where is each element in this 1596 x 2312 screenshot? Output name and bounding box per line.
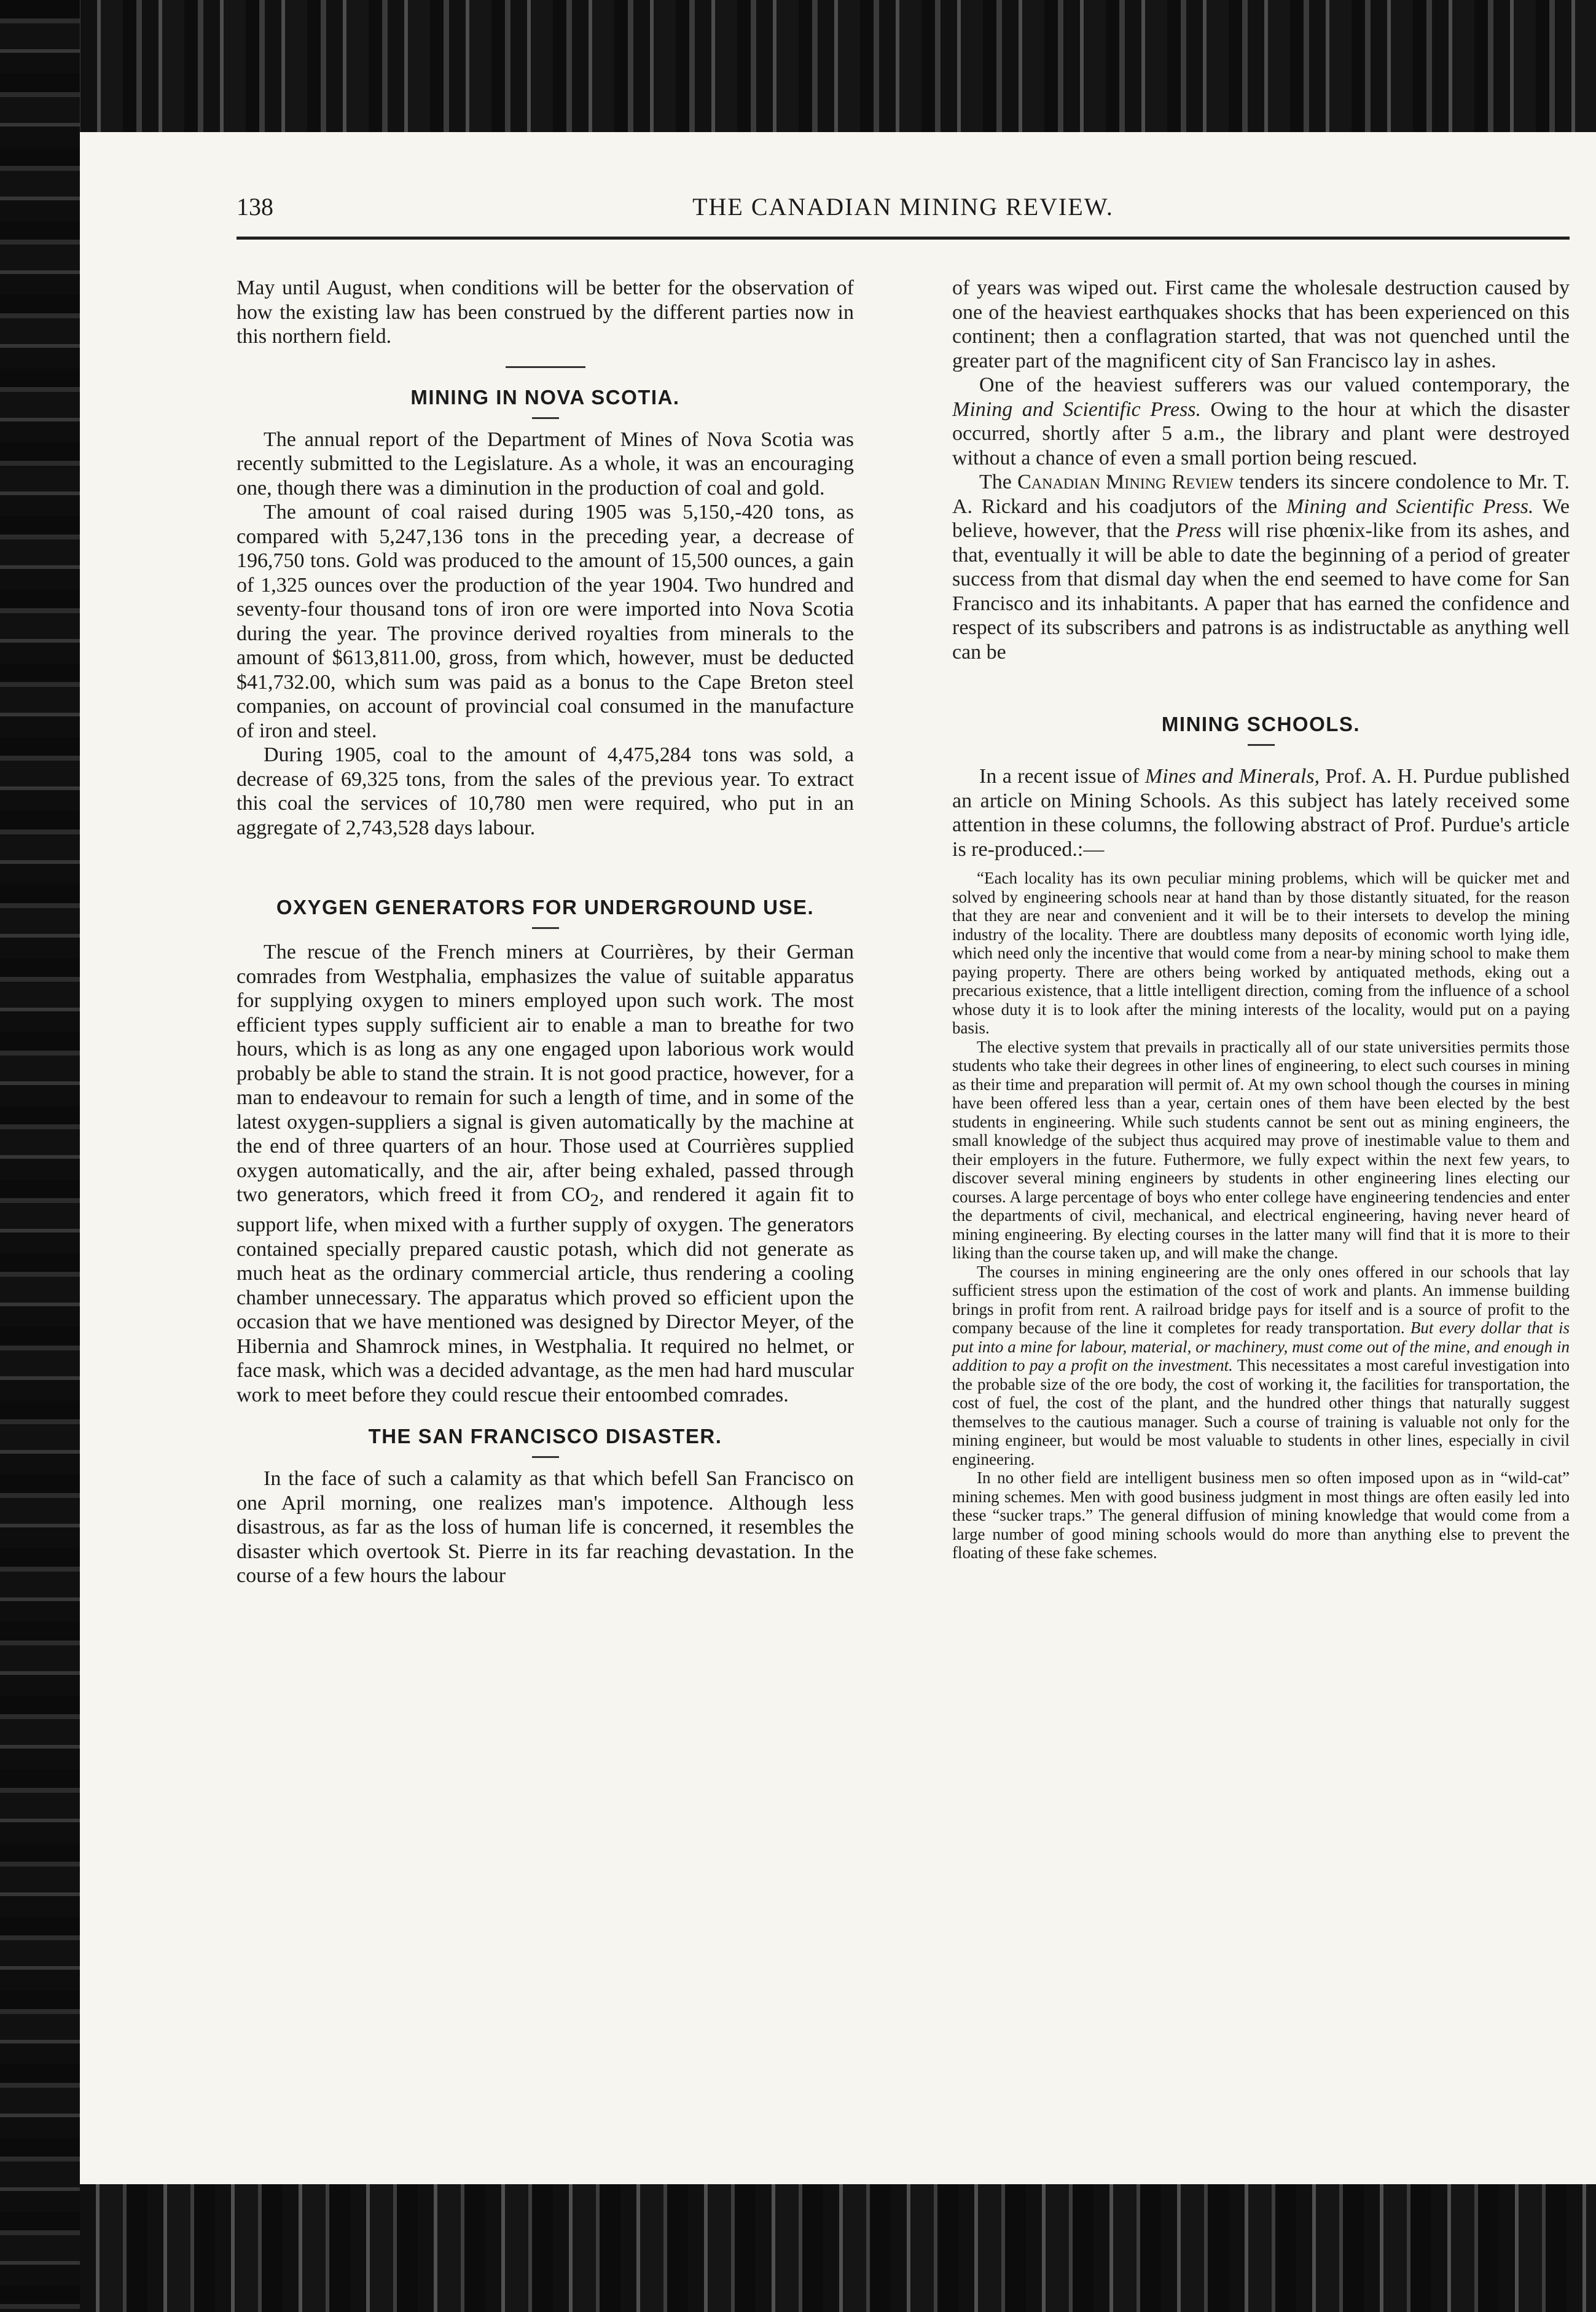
- heading-nova-scotia: MINING IN NOVA SCOTIA.: [410, 385, 680, 409]
- quote-paragraph-3: [952, 1263, 1570, 1469]
- header-rule: [237, 237, 1570, 240]
- text-run: The courses in mining engineering are the only ones offered in our schools that lay sufficient stress upon the estimation of the cost of work and plants. An immense building brings in profit from rent. A railroad bridge pays for itself and is a source of profit to the company because of the line it completes for ready transportation.: [952, 1262, 1570, 1337]
- page-number: 138: [237, 193, 273, 221]
- oxygen-text-part-2: , and rendered it again fit to support life, when mixed with a further supply of oxygen. The generators contained specially prepared caustic potash, which did not generate as much heat as the ordinary commercial article, thus rendering a cooling chamber unnecessary. The apparatus which proved so efficient upon the occasion that we have mentioned was designed by Director Meyer, of the Hibernia and Shamrock mines, in Westphalia. It required no helmet, or face mask, which was a decided advantage, as the men had hard muscular work to meet before they could rescue their entoombed comrades.: [237, 1183, 854, 1406]
- scan-border-bottom: [80, 2184, 1596, 2312]
- heading-rule: [532, 927, 559, 929]
- running-title: THE CANADIAN MINING REVIEW.: [692, 193, 1114, 221]
- nova-scotia-paragraph-2: The amount of coal raised during 1905 was 5,150,-420 tons, as compared with 5,247,136 tons in the preceding year, a decrease of 196,750 tons. Gold was produced to the amount of 15,500 ounces, a gain of 1,325 ounces over the production of the year 1904. Two hundred and seventy-four thousand tons of iron ore were imported into Nova Scotia during the year. The province derived royalties from minerals to the amount of $613,811.00, gross, from which, however, must be deducted $41,732.00, which sum was paid as a bonus to the Cape Breton steel companies, on account of provincial coal consumed in the manufacture of iron and steel.: [237, 501, 854, 742]
- oxygen-paragraph: [237, 940, 854, 1407]
- san-francisco-paragraph-1: In the face of such a calamity as that which befell San Francisco on one April morning, one realizes man's impotence. Although less disastrous, as far as the loss of human life is concerned, it resembles the disaster which overtook St. Pierre in its far reaching devastation. In the course of a few hours the labour: [237, 1467, 854, 1588]
- quote-paragraph-2: The elective system that prevails in practically all of our state universities permits those students who take their degrees in other lines of engineering, to elect such courses in mining as their time and preparation will permit of. At my own school though the courses in mining have been offered less than a year, certain ones of them have been elected by the best students in engineering. While such students cannot be sent out as mining engineers, the small knowledge of the subject thus acquired may prove of inestimable value to them and their employers in the future. Futhermore, we fully expect within the next few years, to discover several mining engineers by students in other engineering lines electing our courses. A large percentage of boys who enter college have engineering tendencies and enter the departments of civil, mechanical, and electrical engineering, having never heard of mining engineering. By electing courses in the latter many will find that it is more to their liking than the course taken up, and will make the change.: [952, 1037, 1570, 1262]
- nova-scotia-paragraph-1: The annual report of the Department of Mines of Nova Scotia was recently submitted to the Legislature. As a whole, it was an encouraging one, though there was a diminution in the production of coal and gold.: [237, 428, 854, 500]
- nova-scotia-paragraph-3: During 1905, coal to the amount of 4,475,284 tons was sold, a decrease of 69,325 tons, from the sales of the previous year. To extract this coal the services of 10,780 men were required, who put in an aggregate of 2,743,528 days labour.: [237, 743, 854, 839]
- co2-subscript: 2: [590, 1191, 599, 1210]
- emphasized-text: But every dollar that is put into a mine for labour, material, or machinery, must come out of the mine, and enough in addition to pay a profit on the investment.: [952, 1319, 1570, 1374]
- publication-name: Mines and Minerals,: [1144, 765, 1320, 788]
- mining-schools-lead: [952, 764, 1570, 861]
- text-run: tenders its sincere condolence to Mr. T. A. Rickard and his coadjutors of the: [952, 471, 1570, 518]
- text-run: We believe, however, that the: [952, 495, 1570, 542]
- left-column: [237, 276, 854, 1588]
- quote-paragraph-1: “Each locality has its own peculiar mining problems, which will be quicker met and solved by engineering schools near at hand than by those distantly situated, for the reason that they are near and convenient and it will be to their intersets to develop the mining industry of the locality. There are doubtless many deposits of economic worth lying idle, which need only the incentive that would come from a near-by mining school to make them paying property. There are others being worked by antiquated methods, eking out a precarious existence, that a little intelligent direction, coming from the influence of a school whose duty it is to look after the mining interests of the locality, would put on a paying basis.: [952, 869, 1570, 1037]
- heading-rule: [532, 1456, 559, 1458]
- text-run: Owing to the hour at which the disaster occurred, shortly after 5 a.m., the library and plant were destroyed without a chance of even a small portion being rescued.: [952, 398, 1570, 469]
- scan-border-left: [0, 0, 80, 2312]
- san-francisco-paragraph-2: [952, 373, 1570, 470]
- text-run: In a recent issue of: [979, 765, 1145, 788]
- text-run: will rise phœnix-like from its ashes, and that, eventually it will be able to date the beginning of a period of greater success from that dismal day when the end seemed to have come for San Francisco and its inhabitants. A paper that has earned the confidence and respect of its subscribers and patrons is as indistructable as anything well can be: [952, 519, 1570, 664]
- text-run: The: [979, 471, 1018, 493]
- publication-name: Mining and Scientific Press.: [952, 398, 1202, 421]
- heading-rule: [532, 417, 559, 419]
- publication-name: Mining and Scientific Press.: [1286, 495, 1534, 518]
- publication-short-name: Press: [1175, 519, 1222, 542]
- page-header: [237, 192, 1570, 235]
- review-name: Canadian Mining Review: [1017, 471, 1234, 493]
- oxygen-text-part-1: The rescue of the French miners at Courrières, by their German comrades from Westphalia, emphasizes the value of suitable apparatus for supplying oxygen to miners employed upon such work. The most efficient types supply sufficient air to enable a man to breathe for two hours, which is as long as any one engaged upon laborious work would probably be able to stand the strain. It is not good practice, however, for a man to endeavour to remain for such a length of time, and in some of the latest oxygen-suppliers a signal is given automatically by the machine at the end of three quarters of an hour. Those used at Courrières supplied oxygen automatically, and the air, after being exhaled, passed through two generators, which freed it from CO: [237, 941, 854, 1206]
- section-divider: [506, 366, 585, 368]
- san-francisco-paragraph-3: [952, 470, 1570, 664]
- text-run: One of the heaviest sufferers was our valued contemporary, the: [979, 374, 1570, 396]
- text-run: Prof. A. H. Purdue published an article on Mining Schools. As this subject has lately received some attention in these columns, the following abstract of Prof. Purdue's article is re-produced.:—: [952, 765, 1570, 861]
- heading-mining-schools: MINING SCHOOLS.: [1161, 713, 1361, 735]
- san-francisco-continued: of years was wiped out. First came the wholesale destruction caused by one of the heaviest earthquakes shocks that has been experienced on this continent; then a conflagration started, that was not quenched until the greater part of the magnificent city of San Francisco lay in ashes.: [952, 276, 1570, 372]
- intro-fragment: May until August, when conditions will be better for the observation of how the existing law has been construed by the different parties now in this northern field.: [237, 276, 854, 348]
- heading-oxygen-generators: OXYGEN GENERATORS FOR UNDERGROUND USE.: [276, 896, 815, 919]
- text-run: This necessitates a most careful investigation into the probable size of the ore body, the cost of working it, the facilities for transportation, the cost of fuel, the cost of the plant, and the hundred other things that naturally suggest themselves to the cautious manager. Such a course of training is valuable not only for the mining engineer, but would be most valuable to students in other lines, especially in civil engineering.: [952, 1356, 1570, 1468]
- page: [80, 132, 1596, 2184]
- heading-san-francisco: THE SAN FRANCISCO DISASTER.: [368, 1425, 722, 1448]
- quote-paragraph-4: In no other field are intelligent business men so often imposed upon as in “wild-cat” mining schemes. Men with good business judgment in most things are often easily led into these “sucker traps.” The general diffusion of mining knowledge that would come from a large number of good mining schools would do more than anything else to prevent the floating of these fake schemes.: [952, 1468, 1570, 1562]
- heading-rule: [1248, 744, 1275, 746]
- scan-border-top: [0, 0, 1596, 132]
- right-column: [952, 276, 1570, 1562]
